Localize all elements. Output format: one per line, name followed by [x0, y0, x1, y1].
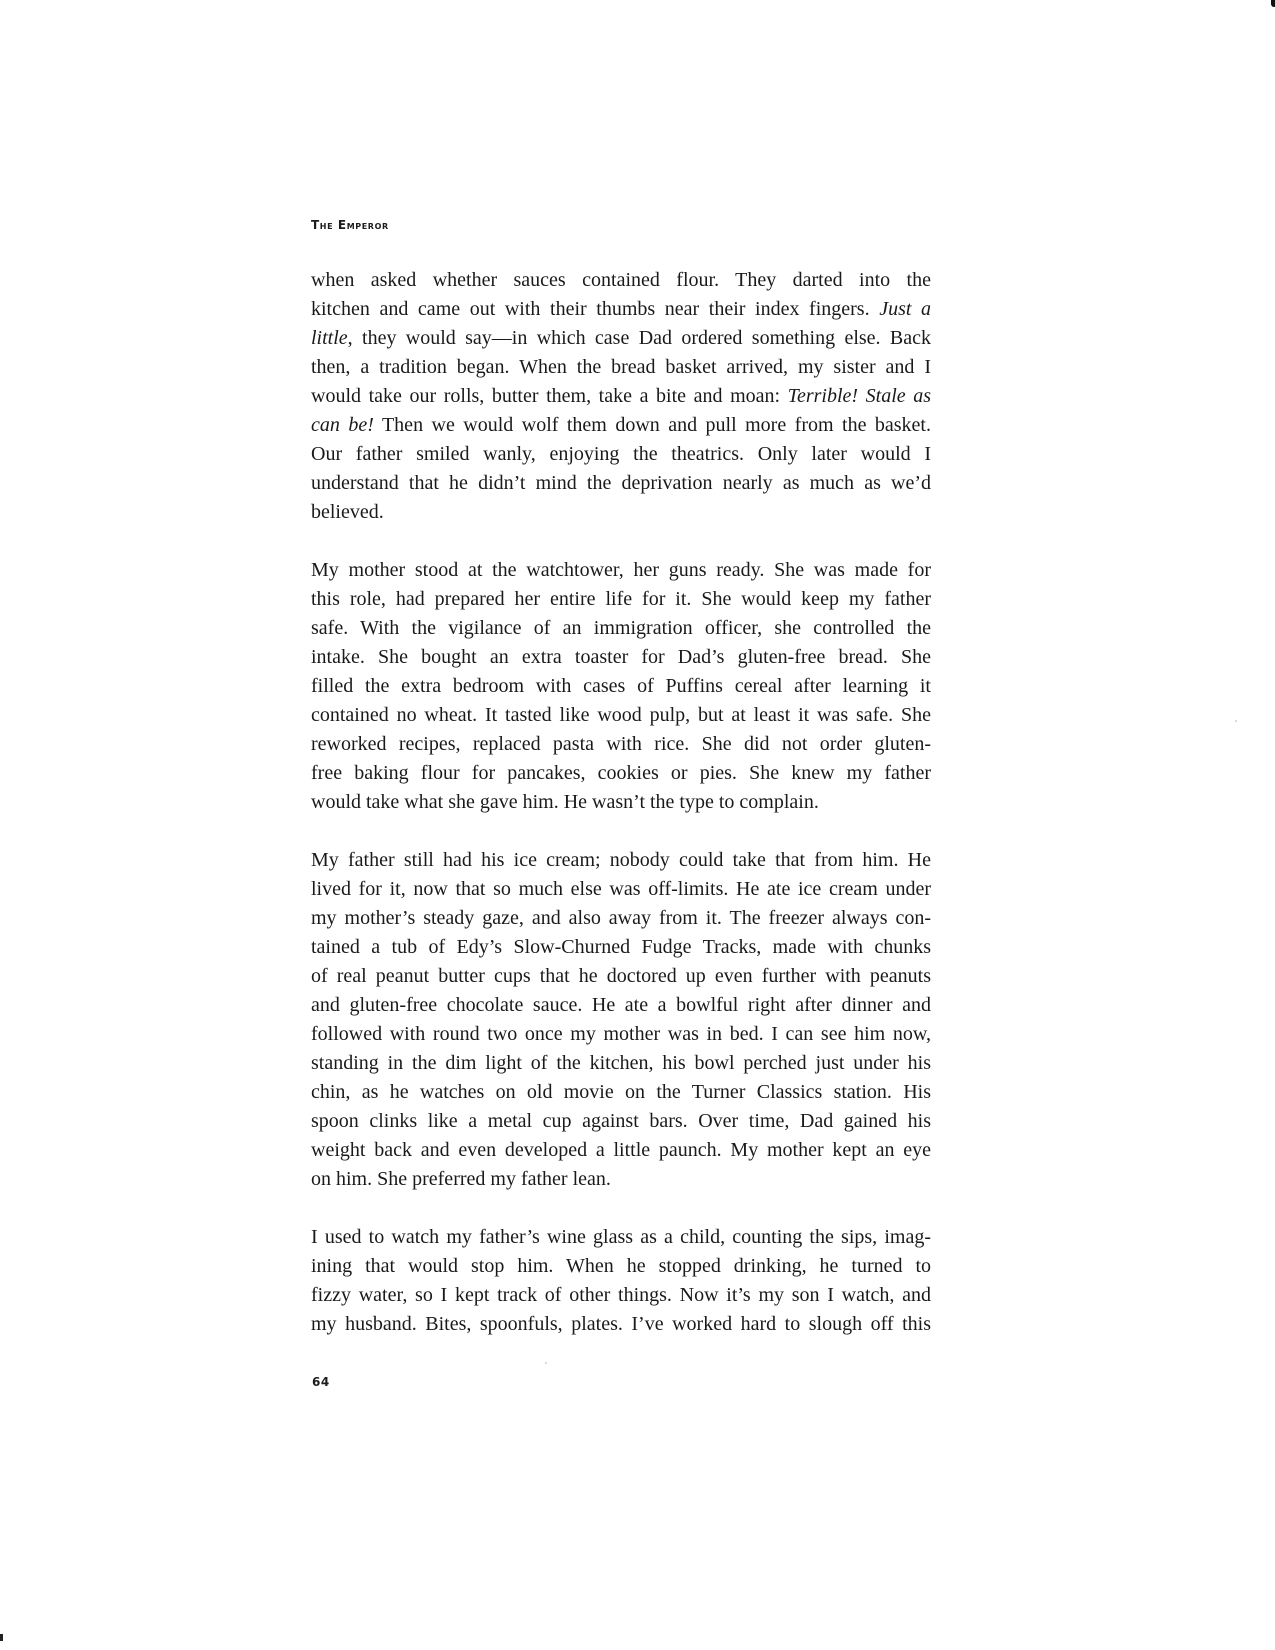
text-line	[311, 295, 931, 324]
text-run: would take our rolls, butter them, take a bite and moan:	[311, 385, 788, 407]
paragraph	[311, 266, 931, 527]
text-line	[311, 1281, 931, 1310]
text-run: Our father smiled wanly, enjoying the theatrics. Only later would I	[311, 443, 931, 465]
text-run: understand that he didn’t mind the deprivation nearly as much as we’d	[311, 472, 931, 494]
paragraph	[311, 556, 931, 817]
running-head: The Emperor	[311, 218, 389, 232]
text-line	[311, 672, 931, 701]
text-run: kitchen and came out with their thumbs near their index fingers.	[311, 298, 880, 320]
text-line	[311, 788, 931, 817]
text-run: fizzy water, so I kept track of other things. Now it’s my son I watch, and	[311, 1284, 931, 1306]
text-run: on him. She preferred my father lean.	[311, 1168, 611, 1190]
text-line	[311, 643, 931, 672]
text-run: lived for it, now that so much else was off-limits. He ate ice cream under	[311, 878, 931, 900]
text-line	[311, 498, 931, 527]
body-text	[311, 266, 931, 1368]
paragraph	[311, 846, 931, 1194]
text-line	[311, 353, 931, 382]
text-line	[311, 1223, 931, 1252]
text-line	[311, 585, 931, 614]
text-line	[311, 469, 931, 498]
text-run: standing in the dim light of the kitchen, his bowl perched just under his	[311, 1052, 931, 1074]
text-run: chin, as he watches on old movie on the Turner Classics station. His	[311, 1081, 931, 1103]
text-run: would take what she gave him. He wasn’t the type to complain.	[311, 791, 819, 813]
scan-artifact-top-right	[1271, 0, 1275, 7]
text-run: filled the extra bedroom with cases of Puffins cereal after learning it	[311, 675, 931, 697]
text-line	[311, 991, 931, 1020]
italic-text: little	[311, 327, 348, 349]
text-line	[311, 1020, 931, 1049]
text-run: tained a tub of Edy’s Slow-Churned Fudge Tracks, made with chunks	[311, 936, 931, 958]
text-line	[311, 904, 931, 933]
text-line	[311, 411, 931, 440]
text-line	[311, 556, 931, 585]
text-run: free baking flour for pancakes, cookies or pies. She knew my father	[311, 762, 931, 784]
scan-speck	[1235, 720, 1237, 722]
text-run: Then we would wolf them down and pull more from the basket.	[373, 414, 931, 436]
italic-text: Terrible! Stale as	[787, 385, 931, 407]
text-run: ining that would stop him. When he stopped drinking, he turned to	[311, 1255, 931, 1277]
text-line	[311, 1107, 931, 1136]
italic-text: can be!	[311, 414, 374, 436]
text-line	[311, 1049, 931, 1078]
text-run: intake. She bought an extra toaster for Dad’s gluten-free bread. She	[311, 646, 931, 668]
text-run: spoon clinks like a metal cup against bars. Over time, Dad gained his	[311, 1110, 931, 1132]
text-line	[311, 266, 931, 295]
text-line	[311, 1252, 931, 1281]
text-run: when asked whether sauces contained flour. They darted into the	[311, 269, 931, 291]
text-line	[311, 1165, 931, 1194]
text-line	[311, 324, 931, 353]
text-line	[311, 1078, 931, 1107]
text-run: this role, had prepared her entire life for it. She would keep my father	[311, 588, 931, 610]
text-line	[311, 759, 931, 788]
text-run: My mother stood at the watchtower, her guns ready. She was made for	[311, 559, 931, 581]
text-line	[311, 875, 931, 904]
text-line	[311, 1310, 931, 1339]
page-number: 64	[312, 1375, 330, 1389]
text-run: followed with round two once my mother was in bed. I can see him now,	[311, 1023, 931, 1045]
text-run: my husband. Bites, spoonfuls, plates. I’ve worked hard to slough off this	[311, 1313, 931, 1335]
text-line	[311, 440, 931, 469]
text-run: of real peanut butter cups that he doctored up even further with peanuts	[311, 965, 931, 987]
text-run: my mother’s steady gaze, and also away from it. The freezer always con-	[311, 907, 931, 929]
text-run: and gluten-free chocolate sauce. He ate a bowlful right after dinner and	[311, 994, 931, 1016]
text-run: then, a tradition began. When the bread basket arrived, my sister and I	[311, 356, 931, 378]
text-run: believed.	[311, 501, 384, 523]
text-line	[311, 846, 931, 875]
text-run: , they would say—in which case Dad ordered something else. Back	[347, 327, 931, 349]
text-run: weight back and even developed a little paunch. My mother kept an eye	[311, 1139, 931, 1161]
scan-speck	[545, 1362, 547, 1364]
text-line	[311, 382, 931, 411]
text-line	[311, 730, 931, 759]
text-line	[311, 701, 931, 730]
text-run: I used to watch my father’s wine glass as a child, counting the sips, imag-	[311, 1226, 931, 1248]
text-run: safe. With the vigilance of an immigration officer, she controlled the	[311, 617, 931, 639]
text-line	[311, 1136, 931, 1165]
paragraph	[311, 1223, 931, 1339]
text-line	[311, 933, 931, 962]
italic-text: Just a	[879, 298, 931, 320]
text-run: My father still had his ice cream; nobody could take that from him. He	[311, 849, 931, 871]
text-run: reworked recipes, replaced pasta with rice. She did not order gluten-	[311, 733, 931, 755]
text-line	[311, 962, 931, 991]
text-line	[311, 614, 931, 643]
scan-artifact-bottom-left	[0, 1634, 3, 1641]
text-run: contained no wheat. It tasted like wood pulp, but at least it was safe. She	[311, 704, 931, 726]
